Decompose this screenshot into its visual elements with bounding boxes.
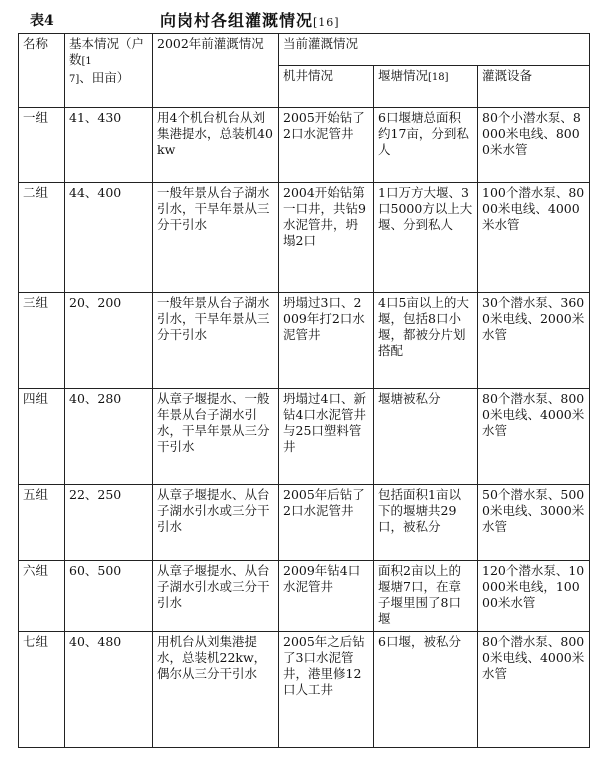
cell-name: 一组 [19, 108, 65, 183]
cell-basic: 40、280 [65, 389, 153, 485]
cell-ponds: 1口万方大堰、3口5000方以上大堰、分到私人 [374, 183, 478, 293]
header-ponds-ref: [18] [428, 72, 449, 83]
table-row [19, 561, 590, 632]
header-wells: 机井情况 [279, 66, 374, 108]
cell-wells: 2004开始钻第一口井，共钻9水泥管井，坍塌2口 [279, 183, 374, 293]
cell-before: 用4个机台机台从刘集港提水，总装机40kw [153, 108, 279, 183]
table-row [19, 389, 590, 485]
cell-ponds: 包括面积1亩以下的堰塘共29口，被私分 [374, 485, 478, 561]
table-title-ref: [16] [313, 16, 340, 29]
cell-name: 六组 [19, 561, 65, 632]
cell-wells: 2005年之后钻了3口水泥管井，港里修12口人工井 [279, 632, 374, 748]
cell-wells: 2005开始钻了2口水泥管井 [279, 108, 374, 183]
cell-wells: 2005年后钻了2口水泥管井 [279, 485, 374, 561]
table-row [19, 183, 590, 293]
cell-equipment: 120个潜水泵、10000米电线，10000米水管 [478, 561, 590, 632]
table-number: 表4 [30, 13, 54, 29]
table-caption [0, 8, 600, 30]
irrigation-table [18, 33, 590, 748]
cell-name: 三组 [19, 293, 65, 389]
cell-equipment: 80个潜水泵、8000米电线、4000米水管 [478, 632, 590, 748]
cell-wells: 坍塌过3口、2009年打2口水泥管井 [279, 293, 374, 389]
cell-equipment: 30个潜水泵、3600米电线、2000米水管 [478, 293, 590, 389]
table-row [19, 485, 590, 561]
cell-basic: 22、250 [65, 485, 153, 561]
cell-ponds: 6口堰塘总面积约17亩，分到私人 [374, 108, 478, 183]
cell-basic: 60、500 [65, 561, 153, 632]
table-title-text: 向岗村各组灌溉情况 [160, 11, 314, 30]
cell-wells: 2009年钻4口水泥管井 [279, 561, 374, 632]
cell-basic: 40、480 [65, 632, 153, 748]
cell-before: 从章子堰提水、一般年景从台子湖水引水，干旱年景从三分干引水 [153, 389, 279, 485]
cell-ponds: 面积2亩以上的堰塘7口，在章子堰里围了8口堰 [374, 561, 478, 632]
cell-before: 从章子堰提水、从台子湖水引水或三分干引水 [153, 485, 279, 561]
cell-ponds: 堰塘被私分 [374, 389, 478, 485]
header-basic-tail: 、田亩） [79, 70, 130, 85]
cell-basic: 41、430 [65, 108, 153, 183]
cell-name: 七组 [19, 632, 65, 748]
table-row [19, 632, 590, 748]
table-row [19, 108, 590, 183]
header-before-2002: 2002年前灌溉情况 [153, 34, 279, 108]
header-equipment: 灌溉设备 [478, 66, 590, 108]
cell-equipment: 100个潜水泵、8000米电线、4000米水管 [478, 183, 590, 293]
table-row [19, 293, 590, 389]
header-basic-ref: [17] [69, 56, 92, 85]
header-name: 名称 [19, 34, 65, 108]
cell-name: 五组 [19, 485, 65, 561]
cell-ponds: 6口堰，被私分 [374, 632, 478, 748]
table-title [160, 8, 340, 31]
cell-basic: 44、400 [65, 183, 153, 293]
cell-name: 四组 [19, 389, 65, 485]
cell-basic: 20、200 [65, 293, 153, 389]
header-row-1 [19, 34, 590, 66]
cell-ponds: 4口5亩以上的大堰，包括8口小堰，都被分片划搭配 [374, 293, 478, 389]
header-ponds-text: 堰塘情况 [378, 68, 429, 83]
cell-wells: 坍塌过4口、新钻4口水泥管井与25口塑料管井 [279, 389, 374, 485]
header-basic-text: 基本情况（户数 [69, 36, 145, 67]
cell-before: 用机台从刘集港提水，总装机22kw，偶尔从三分干引水 [153, 632, 279, 748]
cell-equipment: 80个小潜水泵、8000米电线、8000米水管 [478, 108, 590, 183]
header-basic [65, 34, 153, 108]
cell-before: 一般年景从台子湖水引水，干旱年景从三分干引水 [153, 183, 279, 293]
header-current: 当前灌溉情况 [279, 34, 590, 66]
cell-name: 二组 [19, 183, 65, 293]
cell-equipment: 80个潜水泵、8000米电线、4000米水管 [478, 389, 590, 485]
cell-before: 一般年景从台子湖水引水，干旱年景从三分干引水 [153, 293, 279, 389]
cell-before: 从章子堰提水、从台子湖水引水或三分干引水 [153, 561, 279, 632]
header-ponds [374, 66, 478, 108]
cell-equipment: 50个潜水泵、5000米电线、3000米水管 [478, 485, 590, 561]
